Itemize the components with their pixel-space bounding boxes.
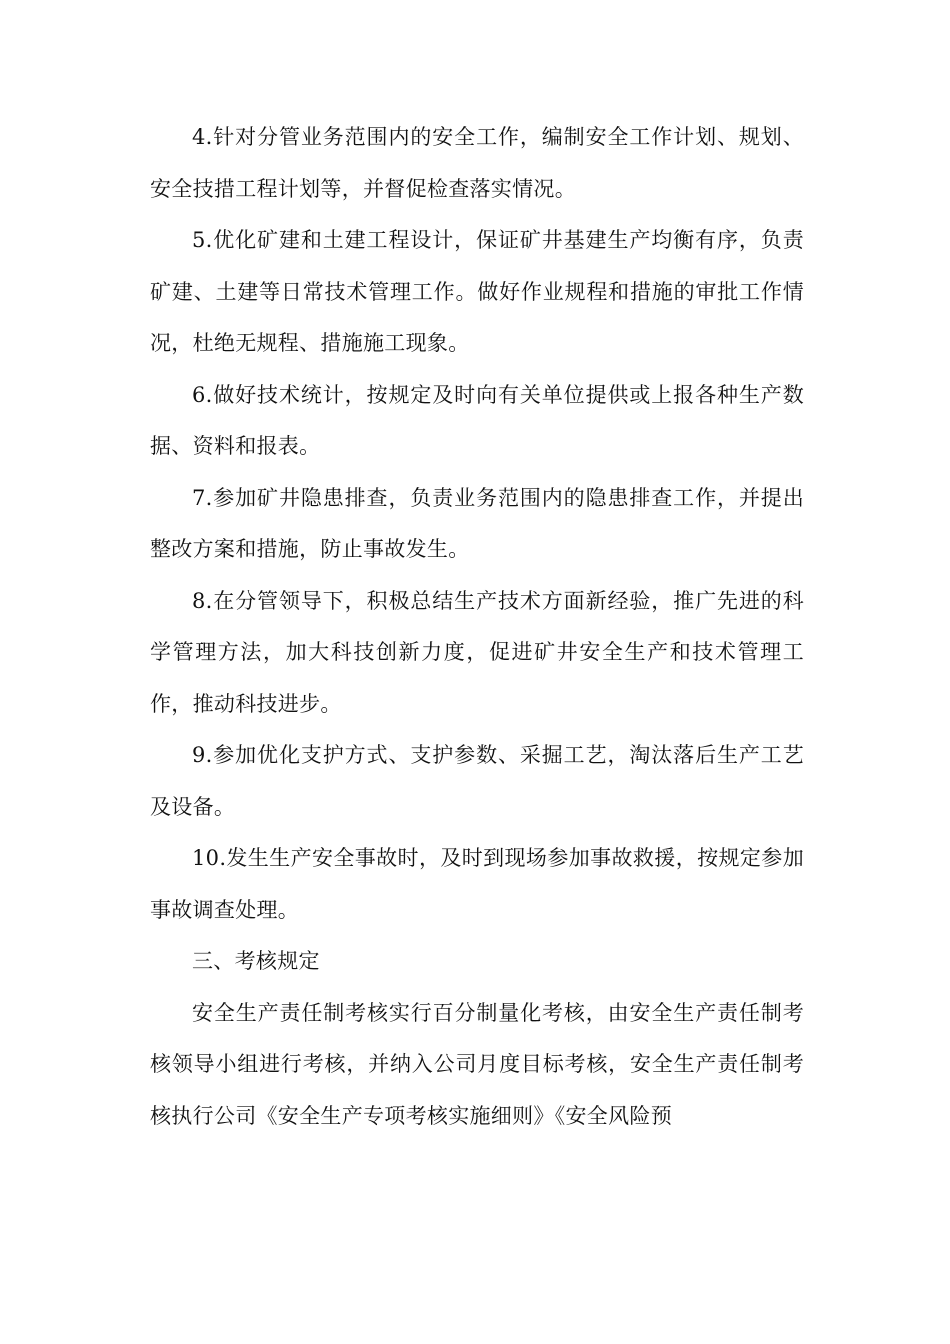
section-heading: 三、考核规定 xyxy=(192,949,320,973)
paragraph-item-10: 10.发生生产安全事故时，及时到现场参加事故救援，按规定参加事故调查处理。 xyxy=(150,846,804,922)
paragraph-item-9: 9.参加优化支护方式、支护参数、采掘工艺，淘汰落后生产工艺及设备。 xyxy=(150,743,804,819)
paragraph-item-5: 5.优化矿建和土建工程设计，保证矿井基建生产均衡有序，负责矿建、土建等日常技术管理工作。做好作业规程和措施的审批工作情况，杜绝无规程、措施施工现象。 xyxy=(150,228,804,355)
paragraph-assessment: 安全生产责任制考核实行百分制量化考核，由安全生产责任制考核领导小组进行考核，并纳入公司月度目标考核，安全生产责任制考核执行公司《安全生产专项考核实施细则》《安全风险预 xyxy=(150,1000,804,1128)
paragraph-item-8: 8.在分管领导下，积极总结生产技术方面新经验，推广先进的科学管理方法，加大科技创新力度，促进矿井安全生产和技术管理工作，推动科技进步。 xyxy=(150,588,804,716)
document-body xyxy=(150,112,804,1142)
paragraph-item-4: 4.针对分管业务范围内的安全工作，编制安全工作计划、规划、安全技措工程计划等，并督促检查落实情况。 xyxy=(150,125,804,201)
paragraph-item-6: 6.做好技术统计，按规定及时向有关单位提供或上报各种生产数据、资料和报表。 xyxy=(150,382,804,458)
paragraph-item-7: 7.参加矿井隐患排查，负责业务范围内的隐患排查工作，并提出整改方案和措施，防止事故发生。 xyxy=(150,485,804,561)
